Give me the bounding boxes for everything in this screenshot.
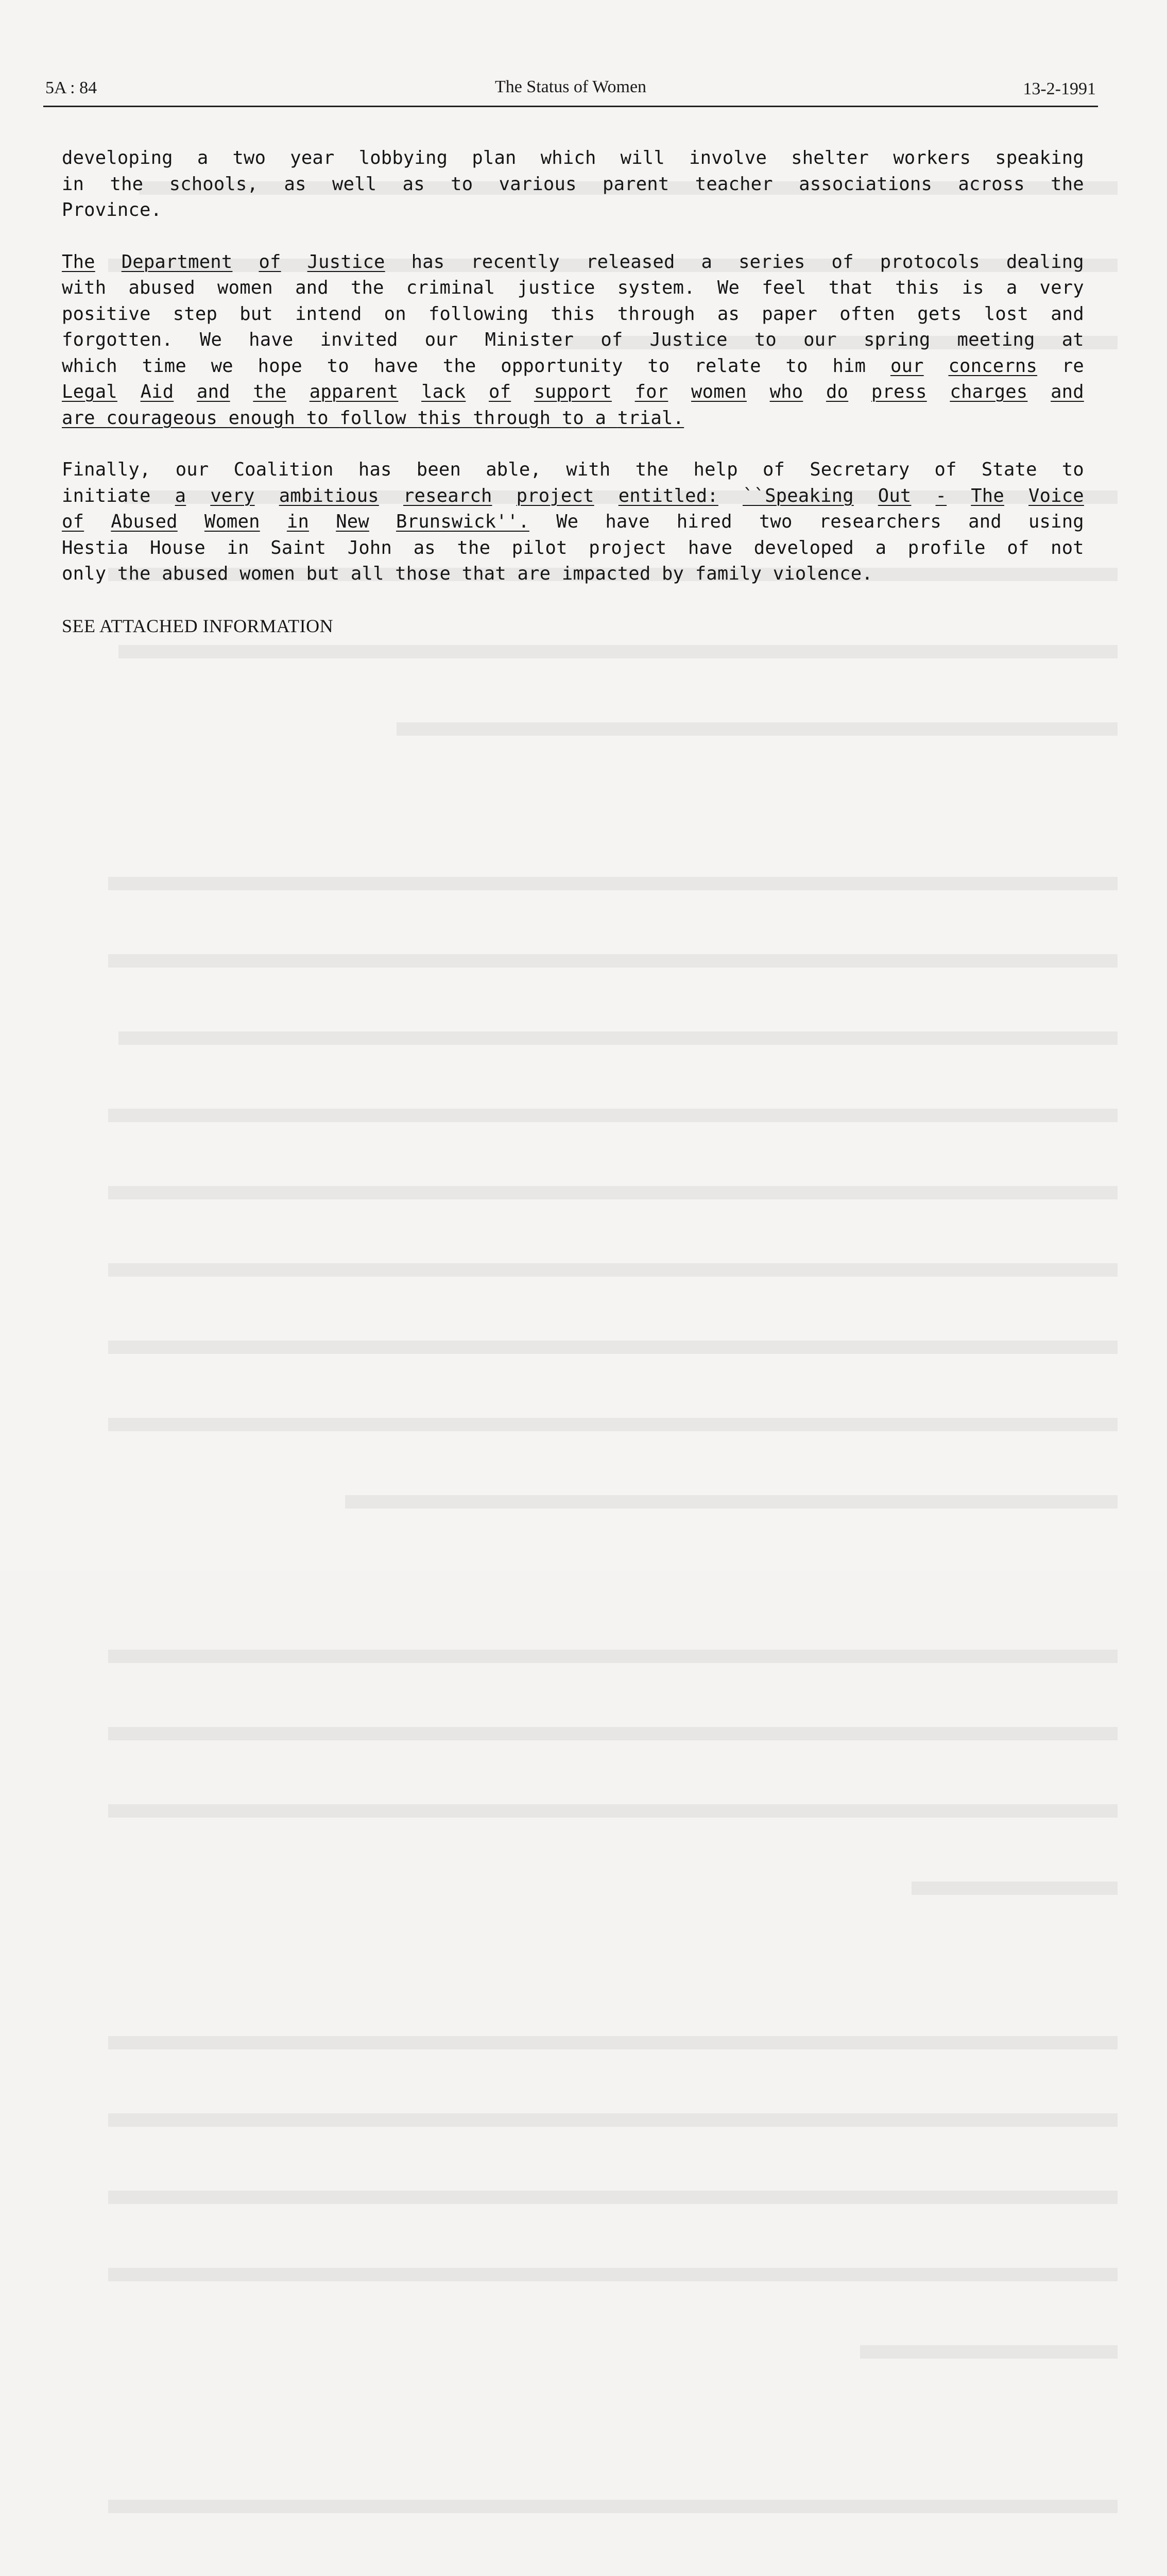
word: family: [695, 563, 773, 584]
word: Brunswick''.: [396, 511, 529, 532]
word: in: [286, 511, 310, 532]
word: ambitious: [279, 485, 379, 506]
word: intend: [295, 303, 362, 325]
word: only: [62, 563, 117, 584]
word: Abused: [111, 511, 178, 532]
word: all: [350, 563, 396, 584]
word: the: [350, 277, 384, 298]
text-line: [62, 457, 1084, 483]
word: will: [620, 147, 665, 168]
word: for: [634, 381, 668, 402]
word: a: [595, 407, 617, 429]
word: forgotten.: [62, 329, 173, 350]
word: have: [605, 511, 650, 532]
word: justice: [517, 277, 595, 298]
text-line: [62, 561, 1084, 587]
word: various: [499, 173, 577, 195]
word: and: [1051, 303, 1084, 325]
word: the: [110, 173, 144, 195]
word: follow: [339, 407, 418, 429]
word: involve: [689, 147, 767, 168]
word: apparent: [309, 381, 399, 402]
word: step: [173, 303, 218, 325]
text-line: [62, 379, 1084, 405]
word: Aid: [140, 381, 174, 402]
word: We: [199, 329, 222, 350]
word: across: [958, 173, 1025, 195]
word: we: [211, 355, 233, 377]
word: but: [306, 563, 351, 584]
word: teacher: [695, 173, 773, 195]
word: that: [828, 277, 873, 298]
paragraph: [62, 457, 1084, 587]
word: to: [754, 329, 777, 350]
word: year: [290, 147, 335, 168]
word: feel: [762, 277, 806, 298]
text-line: [62, 249, 1084, 276]
text-line: [62, 405, 1084, 432]
word: of: [62, 511, 84, 532]
word: research: [403, 485, 492, 506]
word: help: [693, 459, 738, 480]
page-reference: 5A : 84: [45, 78, 97, 97]
word: who: [769, 381, 803, 402]
word: State: [981, 459, 1037, 480]
word: to: [647, 355, 670, 377]
word: New: [336, 511, 369, 532]
word: our: [890, 355, 924, 377]
word: workers: [893, 147, 971, 168]
word: dealing: [1006, 251, 1084, 273]
word: The: [62, 251, 95, 273]
word: lack: [421, 381, 466, 402]
word: the: [1051, 173, 1084, 195]
word: hired: [676, 511, 732, 532]
word: violence.: [773, 563, 873, 584]
word: as: [413, 537, 436, 558]
word: press: [871, 381, 927, 402]
word: Voice: [1028, 485, 1084, 506]
word: through: [617, 303, 695, 325]
word: positive: [62, 303, 151, 325]
running-title: The Status of Women: [494, 77, 647, 96]
text-line: [62, 301, 1084, 328]
word: this: [551, 303, 595, 325]
word: a: [1006, 277, 1018, 298]
word: system.: [617, 277, 695, 298]
word: a: [875, 537, 887, 558]
word: We: [717, 277, 740, 298]
word: of: [1007, 537, 1029, 558]
word: through: [473, 407, 562, 429]
word: associations: [799, 173, 933, 195]
word: Justice: [649, 329, 728, 350]
word: as: [717, 303, 740, 325]
word: parent: [603, 173, 670, 195]
word: have: [249, 329, 294, 350]
word: are: [517, 563, 562, 584]
word: have: [373, 355, 418, 377]
text-line: [62, 327, 1084, 353]
word: abused: [128, 277, 195, 298]
word: released: [586, 251, 675, 273]
word: gets: [917, 303, 962, 325]
word: to: [785, 355, 808, 377]
word: project: [589, 537, 667, 558]
header-rule: [43, 106, 1098, 107]
word: developing: [62, 147, 173, 168]
word: impacted: [561, 563, 662, 584]
word: our: [424, 329, 458, 350]
word: two: [759, 511, 793, 532]
word: schools,: [169, 173, 259, 195]
word: shelter: [791, 147, 869, 168]
word: with: [62, 277, 107, 298]
word: Minister: [485, 329, 574, 350]
header-date: 13-2-1991: [1023, 79, 1096, 98]
word: We: [556, 511, 579, 532]
word: of: [259, 251, 281, 273]
word: in: [62, 173, 84, 195]
word: but: [239, 303, 273, 325]
word: pilot: [511, 537, 568, 558]
word: profile: [907, 537, 986, 558]
word: meeting: [957, 329, 1035, 350]
word: the: [442, 355, 476, 377]
word: the: [117, 563, 162, 584]
word: on: [384, 303, 406, 325]
word: concerns: [948, 355, 1038, 377]
word: Department: [121, 251, 233, 273]
word: Hestia: [62, 537, 129, 558]
word: to: [1061, 459, 1084, 480]
word: our: [175, 459, 209, 480]
paragraph: [62, 145, 1084, 224]
word: and: [968, 511, 1002, 532]
word: the: [253, 381, 287, 402]
word: women: [239, 563, 306, 584]
word: the: [457, 537, 491, 558]
word: lost: [984, 303, 1029, 325]
word: relate: [694, 355, 761, 377]
word: entitled:: [618, 485, 718, 506]
word: our: [803, 329, 837, 350]
word: Justice: [307, 251, 385, 273]
word: two: [232, 147, 266, 168]
word: at: [1061, 329, 1084, 350]
word: abused: [162, 563, 240, 584]
word: to: [306, 407, 340, 429]
word: following: [428, 303, 529, 325]
word: Province.: [62, 199, 162, 221]
word: as: [402, 173, 425, 195]
word: of: [600, 329, 623, 350]
word: Women: [204, 511, 260, 532]
word: very: [210, 485, 255, 506]
word: speaking: [995, 147, 1084, 168]
word: The: [971, 485, 1004, 506]
word: has: [411, 251, 445, 273]
word: lobbying: [358, 147, 448, 168]
word: initiate: [62, 485, 151, 506]
word: opportunity: [501, 355, 623, 377]
word: Coalition: [233, 459, 334, 480]
word: developed: [753, 537, 854, 558]
word: women: [691, 381, 747, 402]
word: John: [347, 537, 392, 558]
word: to: [561, 407, 595, 429]
text-line: [62, 275, 1084, 301]
word: researchers: [819, 511, 941, 532]
word: of: [489, 381, 511, 402]
word: a: [701, 251, 713, 273]
word: not: [1051, 537, 1084, 558]
word: well: [332, 173, 377, 195]
text-line: [62, 353, 1084, 380]
word: using: [1028, 511, 1084, 532]
word: a: [175, 485, 186, 506]
word: is: [962, 277, 984, 298]
word: criminal: [406, 277, 495, 298]
word: Legal: [62, 381, 117, 402]
running-header: [43, 77, 1098, 106]
word: Out: [878, 485, 912, 506]
word: Finally,: [62, 459, 151, 480]
word: to: [451, 173, 473, 195]
word: very: [1039, 277, 1084, 298]
word: spring: [863, 329, 931, 350]
word: and: [196, 381, 230, 402]
word: and: [1051, 381, 1084, 402]
word: those: [395, 563, 462, 584]
word: re: [1061, 355, 1084, 377]
word: by: [661, 563, 695, 584]
text-line: [62, 535, 1084, 562]
word: has: [358, 459, 392, 480]
text-line: [62, 145, 1084, 172]
word: series: [739, 251, 805, 273]
word: have: [688, 537, 733, 558]
word: project: [516, 485, 594, 506]
word: him: [832, 355, 866, 377]
word: with: [566, 459, 611, 480]
text-line: [62, 172, 1084, 198]
word: the: [635, 459, 669, 480]
word: House: [150, 537, 205, 558]
word: been: [416, 459, 461, 480]
word: trial.: [617, 407, 684, 429]
attachment-note: SEE ATTACHED INFORMATION: [62, 615, 334, 636]
word: are: [62, 407, 107, 429]
text-line: [62, 197, 1084, 224]
word: do: [826, 381, 849, 402]
word: plan: [472, 147, 517, 168]
word: that: [461, 563, 518, 584]
text-line: [62, 483, 1084, 510]
word: of: [831, 251, 854, 273]
word: to: [327, 355, 349, 377]
word: paper: [762, 303, 818, 325]
word: Saint: [270, 537, 327, 558]
word: this: [895, 277, 940, 298]
word: of: [762, 459, 785, 480]
text-line: [62, 509, 1084, 535]
word: which: [540, 147, 596, 168]
word: support: [534, 381, 612, 402]
word: -: [935, 485, 947, 506]
word: in: [227, 537, 249, 558]
word: women: [217, 277, 273, 298]
document-body: [62, 145, 1084, 665]
word: invited: [320, 329, 398, 350]
word: courageous: [106, 407, 229, 429]
word: hope: [258, 355, 302, 377]
paragraph: [62, 249, 1084, 432]
word: time: [142, 355, 186, 377]
word: as: [284, 173, 306, 195]
word: able,: [486, 459, 542, 480]
word: often: [839, 303, 896, 325]
word: this: [417, 407, 473, 429]
word: which: [62, 355, 117, 377]
word: charges: [950, 381, 1028, 402]
word: protocols: [880, 251, 980, 273]
word: enough: [228, 407, 306, 429]
word: ``Speaking: [742, 485, 854, 506]
word: recently: [471, 251, 560, 273]
word: Secretary: [810, 459, 910, 480]
word: and: [295, 277, 329, 298]
word: of: [934, 459, 957, 480]
word: a: [197, 147, 209, 168]
